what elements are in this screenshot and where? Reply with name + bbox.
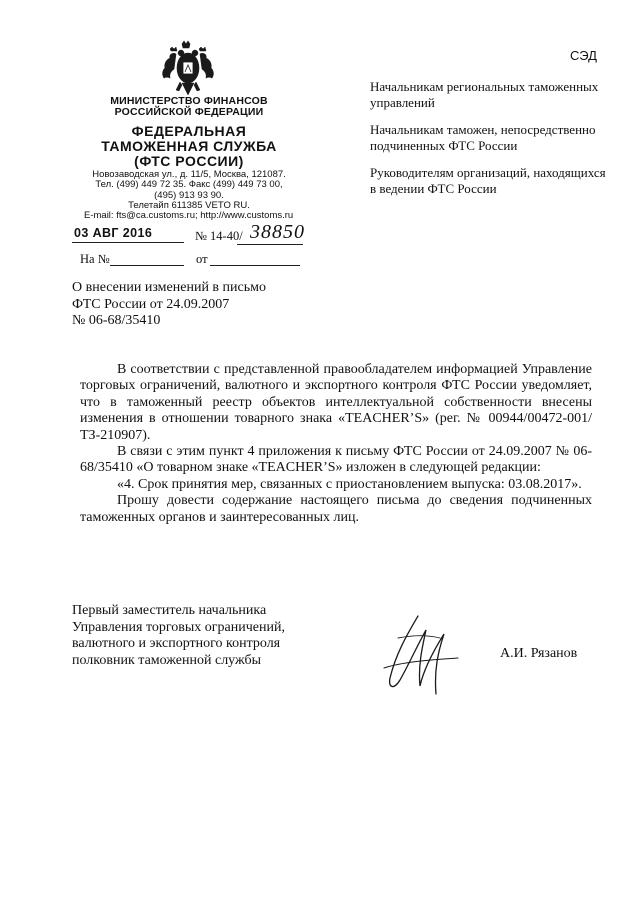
position-line: полковник таможенной службы [72, 652, 262, 668]
ministry-line: РОССИЙСКОЙ ФЕДЕРАЦИИ [114, 106, 264, 118]
letter-body [80, 362, 592, 526]
contact-block [84, 170, 294, 221]
subject-line: № 06-68/35410 [72, 313, 161, 328]
reply-to-number-label: На № [80, 252, 110, 266]
handwritten-signature-icon [378, 608, 462, 700]
sed-mark: СЭД [570, 48, 597, 63]
ministry-line: МИНИСТЕРСТВО ФИНАНСОВ [110, 95, 268, 107]
subject-line: ФТС России от 24.09.2007 [72, 296, 230, 312]
addressee: Начальникам региональных таможенных управлений [370, 79, 599, 110]
service-line: ФЕДЕРАЛЬНАЯ [131, 123, 247, 139]
reply-to-date-label: от [196, 252, 208, 266]
address-text: Новозаводская ул., д. 11/5, Москва, 121087. [92, 169, 286, 180]
signatory-position [72, 603, 322, 669]
position-line: валютного и экспортного контроля [72, 636, 281, 651]
reply-number-underline [110, 265, 184, 266]
position-line: Управления торговых ограничений, [72, 619, 285, 635]
date-underline [72, 242, 184, 243]
body-paragraph: В связи с этим пункт 4 приложения к письму ФТС России от 24.09.2007 № 06-68/35410 «О товарном знаке «TEACHER’S» изложен в следующей редакции: [80, 444, 592, 476]
registration-number-handwritten: 38850 [250, 221, 305, 243]
russian-double-headed-eagle-icon [162, 40, 214, 98]
addressee: Руководителям организаций, находящихся в ведении ФТС России [370, 165, 606, 196]
position-line: Первый заместитель начальника [72, 603, 267, 618]
ministry-name [96, 96, 282, 118]
signer-name: А.И. Рязанов [500, 646, 578, 661]
registration-date: 03 АВГ 2016 [74, 226, 153, 240]
phone-text: Тел. (499) 449 72 35. Факс (499) 449 73 00, [95, 179, 283, 191]
body-paragraph: Прошу довести содержание настоящего письма до сведения подчиненных таможенных органов и заинтересованных лиц. [80, 493, 592, 525]
body-paragraph: «4. Срок принятия мер, связанных с приостановлением выпуска: 03.08.2017». [117, 476, 582, 492]
addressee-block [370, 79, 610, 209]
addressee: Начальникам таможен, непосредственно подчиненных ФТС России [370, 122, 596, 153]
service-line: ТАМОЖЕННАЯ СЛУЖБА [101, 138, 277, 154]
letter-subject [72, 280, 322, 330]
subject-line: О внесении изменений в письмо [72, 280, 266, 295]
phone2-text: (495) 913 93 90. [154, 189, 224, 201]
body-paragraph: В соответствии с представленной правообладателем информацией Управление торговых ограничений, валютного и экспортного контроля ФТС России уведомляет, что в таможенный реестр объектов интеллектуальной собственности внесены изменения в отношении товарного знака «TEACHER’S» (рег. № 00944/00472-001/ТЗ-210907). [80, 362, 592, 443]
teletype-text: Телетайп 611385 VETO RU. [128, 199, 250, 211]
service-line: (ФТС РОССИИ) [134, 153, 244, 169]
email-text: E-mail: fts@ca.customs.ru; http://www.customs.ru [84, 210, 294, 222]
registration-number-prefix: № 14-40/ [195, 229, 243, 243]
service-name [96, 124, 282, 169]
number-underline [237, 244, 303, 245]
reply-date-underline [210, 265, 300, 266]
